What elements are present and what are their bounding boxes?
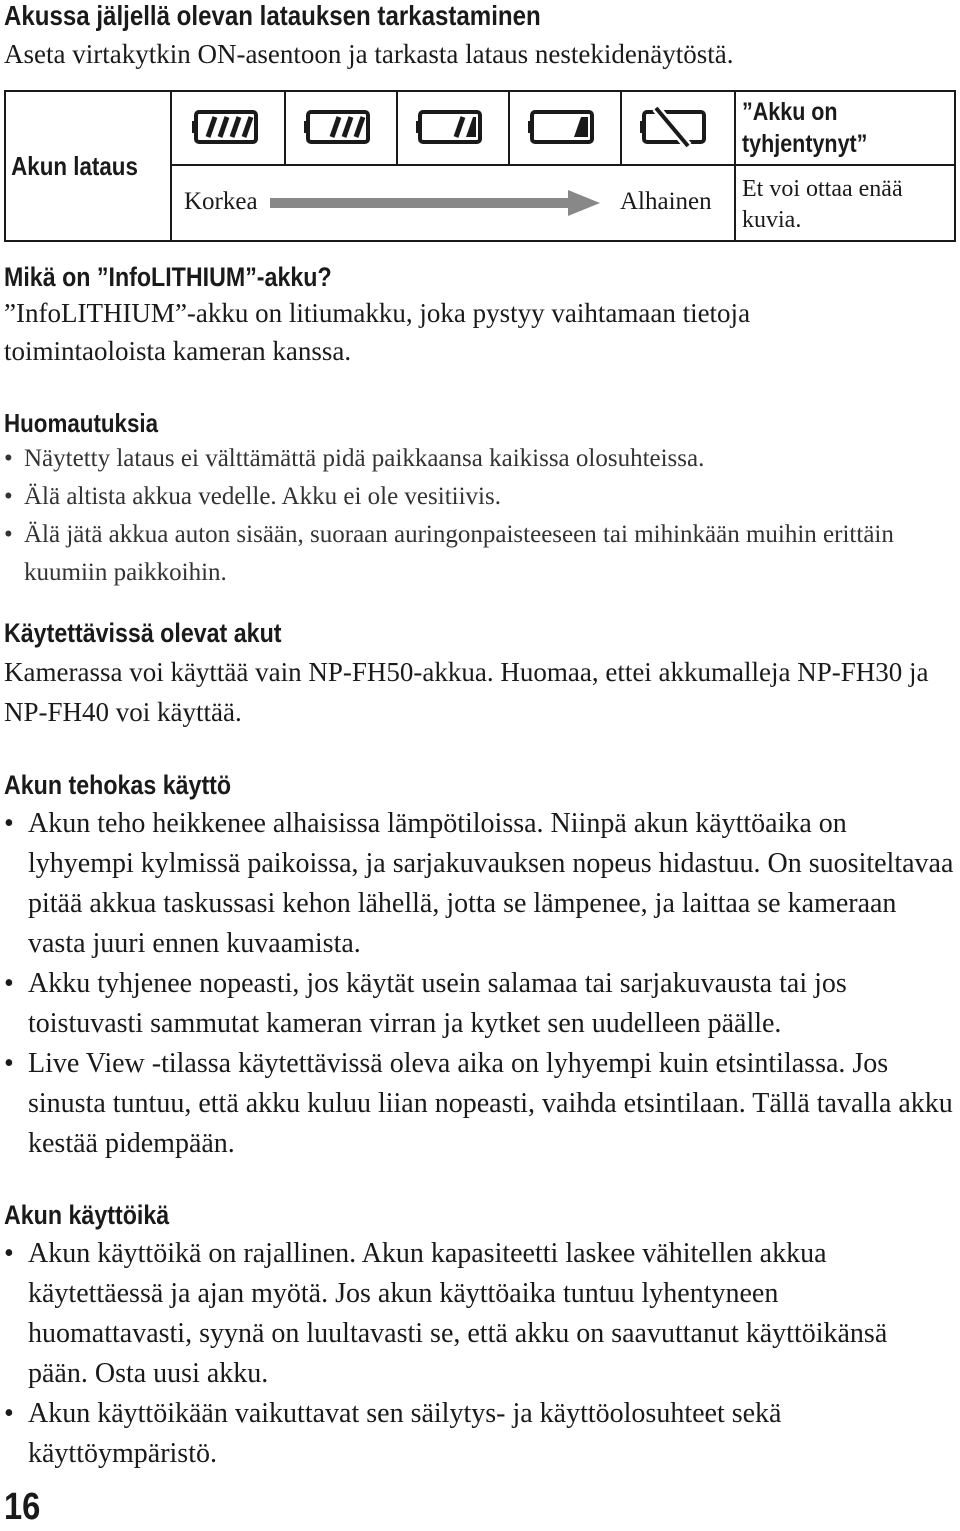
- battery-empty-description: Et voi ottaa enää kuvia.: [742, 176, 903, 233]
- list-item: • Älä altista akkua vedelle. Akku ei ole vesitiivis.: [4, 478, 934, 516]
- usable-heading: Käytettävissä olevat akut: [4, 618, 282, 648]
- list-item: • Akun teho heikkenee alhaisissa lämpötiloissa. Niinpä akun käyttöaika on lyhyempi kylmissä paikoissa, ja sarjakuvauksen nopeus hidastuu. On suositeltavaa pitää akkua taskussasi kehon lähellä, jotta se lämpenee, ja laittaa se kameraan vasta juuri ennen kuvaamista.: [4, 804, 954, 964]
- icon-separator: [620, 92, 622, 166]
- infolithium-heading: Mikä on ”InfoLITHIUM”-akku?: [4, 262, 332, 292]
- list-item: • Akku tyhjenee nopeasti, jos käytät usein salamaa tai sarjakuvausta tai jos toistuvasti sammutat kameran virran ja kytket sen uudelleen päälle.: [4, 964, 954, 1044]
- arrow-right-icon: [270, 190, 600, 216]
- battery-empty-icon: [640, 106, 710, 148]
- battery-charge-table: [4, 90, 956, 242]
- icon-separator: [508, 92, 510, 166]
- list-item: • Live View -tilassa käytettävissä oleva aika on lyhyempi kuin etsintilassa. Jos sinusta tuntuu, että akku kuluu liian nopeasti, vaihda etsintilaan. Tällä tavalla akku kestää pidempään.: [4, 1044, 954, 1164]
- intro-text: Aseta virtakytkin ON-asentoon ja tarkasta lataus nestekidenäytöstä.: [4, 39, 734, 69]
- battery-three-quarter-icon: [304, 106, 374, 148]
- infolithium-line: toimintaoloista kameran kanssa.: [4, 336, 352, 366]
- icon-separator: [396, 92, 398, 166]
- icon-separator: [284, 92, 286, 166]
- page-title: Akussa jäljellä olevan latauksen tarkastaminen: [4, 0, 541, 31]
- high-label: Korkea: [184, 188, 258, 215]
- lifetime-section: [4, 1198, 954, 1474]
- battery-full-icon: [192, 106, 262, 148]
- battery-half-icon: [416, 106, 486, 148]
- low-label: Alhainen: [620, 188, 712, 215]
- efficient-heading: Akun tehokas käyttö: [4, 770, 232, 800]
- battery-empty-title: ”Akku on tyhjentynyt”: [742, 98, 868, 158]
- usable-text: Kamerassa voi käyttää vain NP-FH50-akkua. Huomaa, ettei akkumalleja NP-FH30 ja NP-FH40 voi käyttää.: [4, 657, 929, 727]
- battery-empty-cell: [735, 91, 955, 241]
- list-item: • Akun käyttöikään vaikuttavat sen säilytys- ja käyttöolosuhteet sekä käyttöympäristö.: [4, 1394, 908, 1474]
- infolithium-section: [4, 260, 750, 370]
- notes-heading: Huomautuksia: [4, 408, 159, 438]
- charge-icons-cell: [171, 91, 735, 241]
- notes-list: [4, 440, 934, 592]
- charge-row-label: Akun lataus: [11, 150, 138, 181]
- list-item: • Älä jätä akkua auton sisään, suoraan auringonpaisteeseen tai mihinkään muihin erittäin kuumiin paikkoihin.: [4, 516, 904, 592]
- list-item: • Akun käyttöikä on rajallinen. Akun kapasiteetti laskee vähitellen akkua käytettäessä ja ajan myötä. Jos akun käyttöaika tuntuu lyhentyneen huomattavasti, syynä on luultavasti se, että akku on saavuttanut käyttöikänsä pään. Osta uusi akku.: [4, 1234, 928, 1394]
- battery-low-icon: [528, 106, 598, 148]
- row-divider: [172, 164, 734, 166]
- charge-row-label-cell: [5, 91, 171, 241]
- efficient-list: [4, 804, 954, 1164]
- notes-section: [4, 406, 934, 592]
- lifetime-list: [4, 1234, 954, 1474]
- efficient-use-section: [4, 768, 954, 1164]
- page-number: 16: [4, 1486, 41, 1528]
- list-item: • Näytetty lataus ei välttämättä pidä paikkaansa kaikissa olosuhteissa.: [4, 440, 934, 478]
- row-divider: [736, 164, 954, 166]
- lifetime-heading: Akun käyttöikä: [4, 1200, 170, 1230]
- usable-batteries-section: [4, 616, 934, 732]
- infolithium-line: ”InfoLITHIUM”-akku on litiumakku, joka pystyy vaihtamaan tietoja: [4, 298, 751, 328]
